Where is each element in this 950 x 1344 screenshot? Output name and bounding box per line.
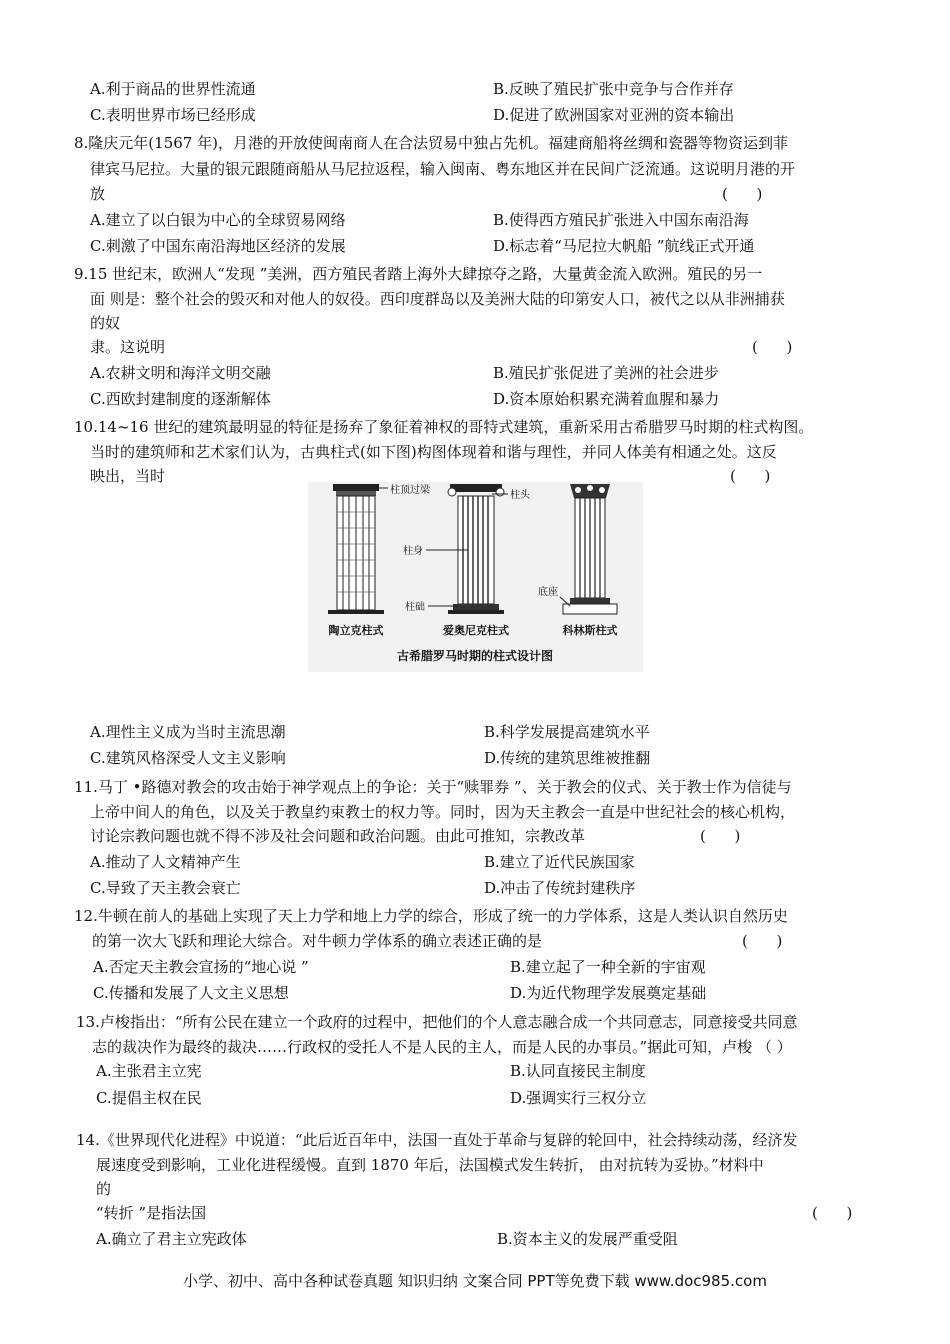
q13-stem-line-2: 志的裁决作为最终的裁决……行政权的受托人不是人民的主人，而是人民的办事员。”据此可知，卢梭 （ ） [92,1038,792,1056]
q11-option-b: B.建立了近代民族国家 [484,853,635,871]
q13-option-a: A.主张君主立宪 [96,1062,202,1080]
q9-answer-paren: ( ) [752,338,793,356]
ionic-column-label: 爱奥尼克柱式 [443,624,509,637]
q11-option-d: D.冲击了传统封建秩序 [484,879,636,897]
q9-option-d: D.资本原始积累充满着血腥和暴力 [493,390,720,408]
q11-stem-line-2: 上帝中间人的角色，以及关于教皇约束教士的权力等。同时，因为天主教会一直是中世纪社会的核心机构， [90,803,796,821]
q9-stem-line-1: 9.15 世纪末，欧洲人“发现 ”美洲，西方殖民者踏上海外大肆掠夺之路，大量黄金流入欧洲。殖民的另一 [74,265,763,283]
q9-stem-line-4: 隶。这说明 [90,338,166,356]
q8-option-b: B.使得西方殖民扩张进入中国东南沿海 [493,211,749,229]
q10-stem-line-2: 当时的建筑师和艺术家们认为，古典柱式(如下图)构图体现着和谐与理性，并同人体美有相通之处。这反 [90,443,777,461]
classical-columns-figure [308,482,643,672]
q11-answer-paren: ( ) [700,827,741,845]
q10-answer-paren: ( ) [730,467,771,485]
q10-option-d: D.传统的建筑思维被推翻 [484,749,651,767]
label-shaft: 柱身 [403,546,423,557]
q10-stem-line-1: 10.14~16 世纪的建筑最明显的特征是扬弃了象征着神权的哥特式建筑，重新采用古希腊罗马时期的柱式构图。 [74,418,814,436]
q9-option-c: C.西欧封建制度的逐渐解体 [90,390,271,408]
page-footer: 小学、初中、高中各种试卷真题 知识归纳 文案合同 PPT等免费下载 www.doc985.com [183,1272,767,1290]
q8-stem-line-1: 8.隆庆元年(1567 年)，月港的开放使闽南商人在合法贸易中独占先机。福建商船将丝绸和瓷器等物资运到菲 [74,134,788,152]
q12-answer-paren: ( ) [742,932,783,950]
q14-stem-line-4: “转折 ”是指法国 [96,1204,207,1222]
q7-option-a: A.利于商品的世界性流通 [90,80,256,98]
q8-option-c: C.刺激了中国东南沿海地区经济的发展 [90,237,346,255]
q12-stem-line-1: 12.牛顿在前人的基础上实现了天上力学和地上力学的综合，形成了统一的力学体系，这是人类认识自然历史 [74,907,788,925]
q7-option-c: C.表明世界市场已经形成 [90,106,256,124]
q9-option-b: B.殖民扩张促进了美洲的社会进步 [493,364,719,382]
q13-stem-line-1: 13.卢梭指出：“所有公民在建立一个政府的过程中，把他们的个人意志融合成一个共同意志，同意接受共同意 [76,1013,798,1031]
label-pedestal: 底座 [538,587,558,598]
q14-stem-line-1: 14.《世界现代化进程》中说道：“此后近百年中，法国一直处于革命与复辟的轮回中，社会持续动荡，经济发 [76,1131,798,1149]
q8-stem-line-2: 律宾马尼拉。大量的银元跟随商船从马尼拉返程，输入闽南、粤东地区并在民间广泛流通。这说明月港的开 [90,160,796,178]
q10-option-c: C.建筑风格深受人文主义影响 [90,749,286,767]
q14-stem-line-3: 的 [96,1180,112,1198]
q9-stem-line-2: 面 则是：整个社会的毁灭和对他人的奴役。西印度群岛以及美洲大陆的印第安人口，被代之以从非洲捕获 [90,290,785,308]
q9-stem-line-3: 的奴 [90,314,121,332]
q11-stem-line-3: 讨论宗教问题也就不得不涉及社会问题和政治问题。由此可推知，宗教改革 [90,827,586,845]
q8-stem-line-3: 放 [90,185,106,203]
label-capital: 柱头 [510,490,530,501]
q9-option-a: A.农耕文明和海洋文明交融 [90,364,271,382]
q10-stem-line-3: 映出，当时 [90,467,166,485]
q14-stem-line-2: 展速度受到影响，工业化进程缓慢。直到 1870 年后，法国模式发生转折， 由对抗转为妥协。”材料中 [96,1156,764,1174]
q8-answer-paren: ( ) [722,185,763,203]
q12-option-b: B.建立起了一种全新的宇宙观 [510,958,706,976]
q14-answer-paren: ( ) [812,1204,853,1222]
q12-option-d: D.为近代物理学发展奠定基础 [510,984,707,1002]
doric-column-label: 陶立克柱式 [328,624,384,637]
q8-option-a: A.建立了以白银为中心的全球贸易网络 [90,211,346,229]
label-architrave: 柱顶过梁 [390,485,430,496]
q14-option-a: A.确立了君主立宪政体 [96,1230,247,1248]
label-base: 柱础 [405,602,425,613]
q11-option-c: C.导致了天主教会衰亡 [90,879,241,897]
q8-option-d: D.标志着“马尼拉大帆船 ”航线正式开通 [493,237,755,255]
q13-option-b: B.认同直接民主制度 [510,1062,646,1080]
q10-option-a: A.理性主义成为当时主流思潮 [90,723,286,741]
q7-option-d: D.促进了欧洲国家对亚洲的资本输出 [493,106,735,124]
q13-option-d: D.强调实行三权分立 [510,1089,647,1107]
q11-option-a: A.推动了人文精神产生 [90,853,241,871]
q10-option-b: B.科学发展提高建筑水平 [484,723,650,741]
q13-option-c: C.提倡主权在民 [96,1089,202,1107]
q12-option-c: C.传播和发展了人文主义思想 [93,984,289,1002]
q11-stem-line-1: 11.马丁 •路德对教会的攻击始于神学观点上的争论：关于“赎罪券 ”、关于教会的仪式、关于教士作为信徒与 [74,778,792,796]
q12-stem-line-2: 的第一次大飞跃和理论大综合。对牛顿力学体系的确立表述正确的是 [92,932,543,950]
q7-option-b: B.反映了殖民扩张中竞争与合作并存 [493,80,734,98]
figure-caption: 古希腊罗马时期的柱式设计图 [396,649,554,663]
corinthian-column-label: 科林斯柱式 [562,624,618,637]
q14-option-b: B.资本主义的发展严重受阻 [497,1230,678,1248]
q12-option-a: A.否定天主教会宣扬的“地心说 ” [93,958,309,976]
